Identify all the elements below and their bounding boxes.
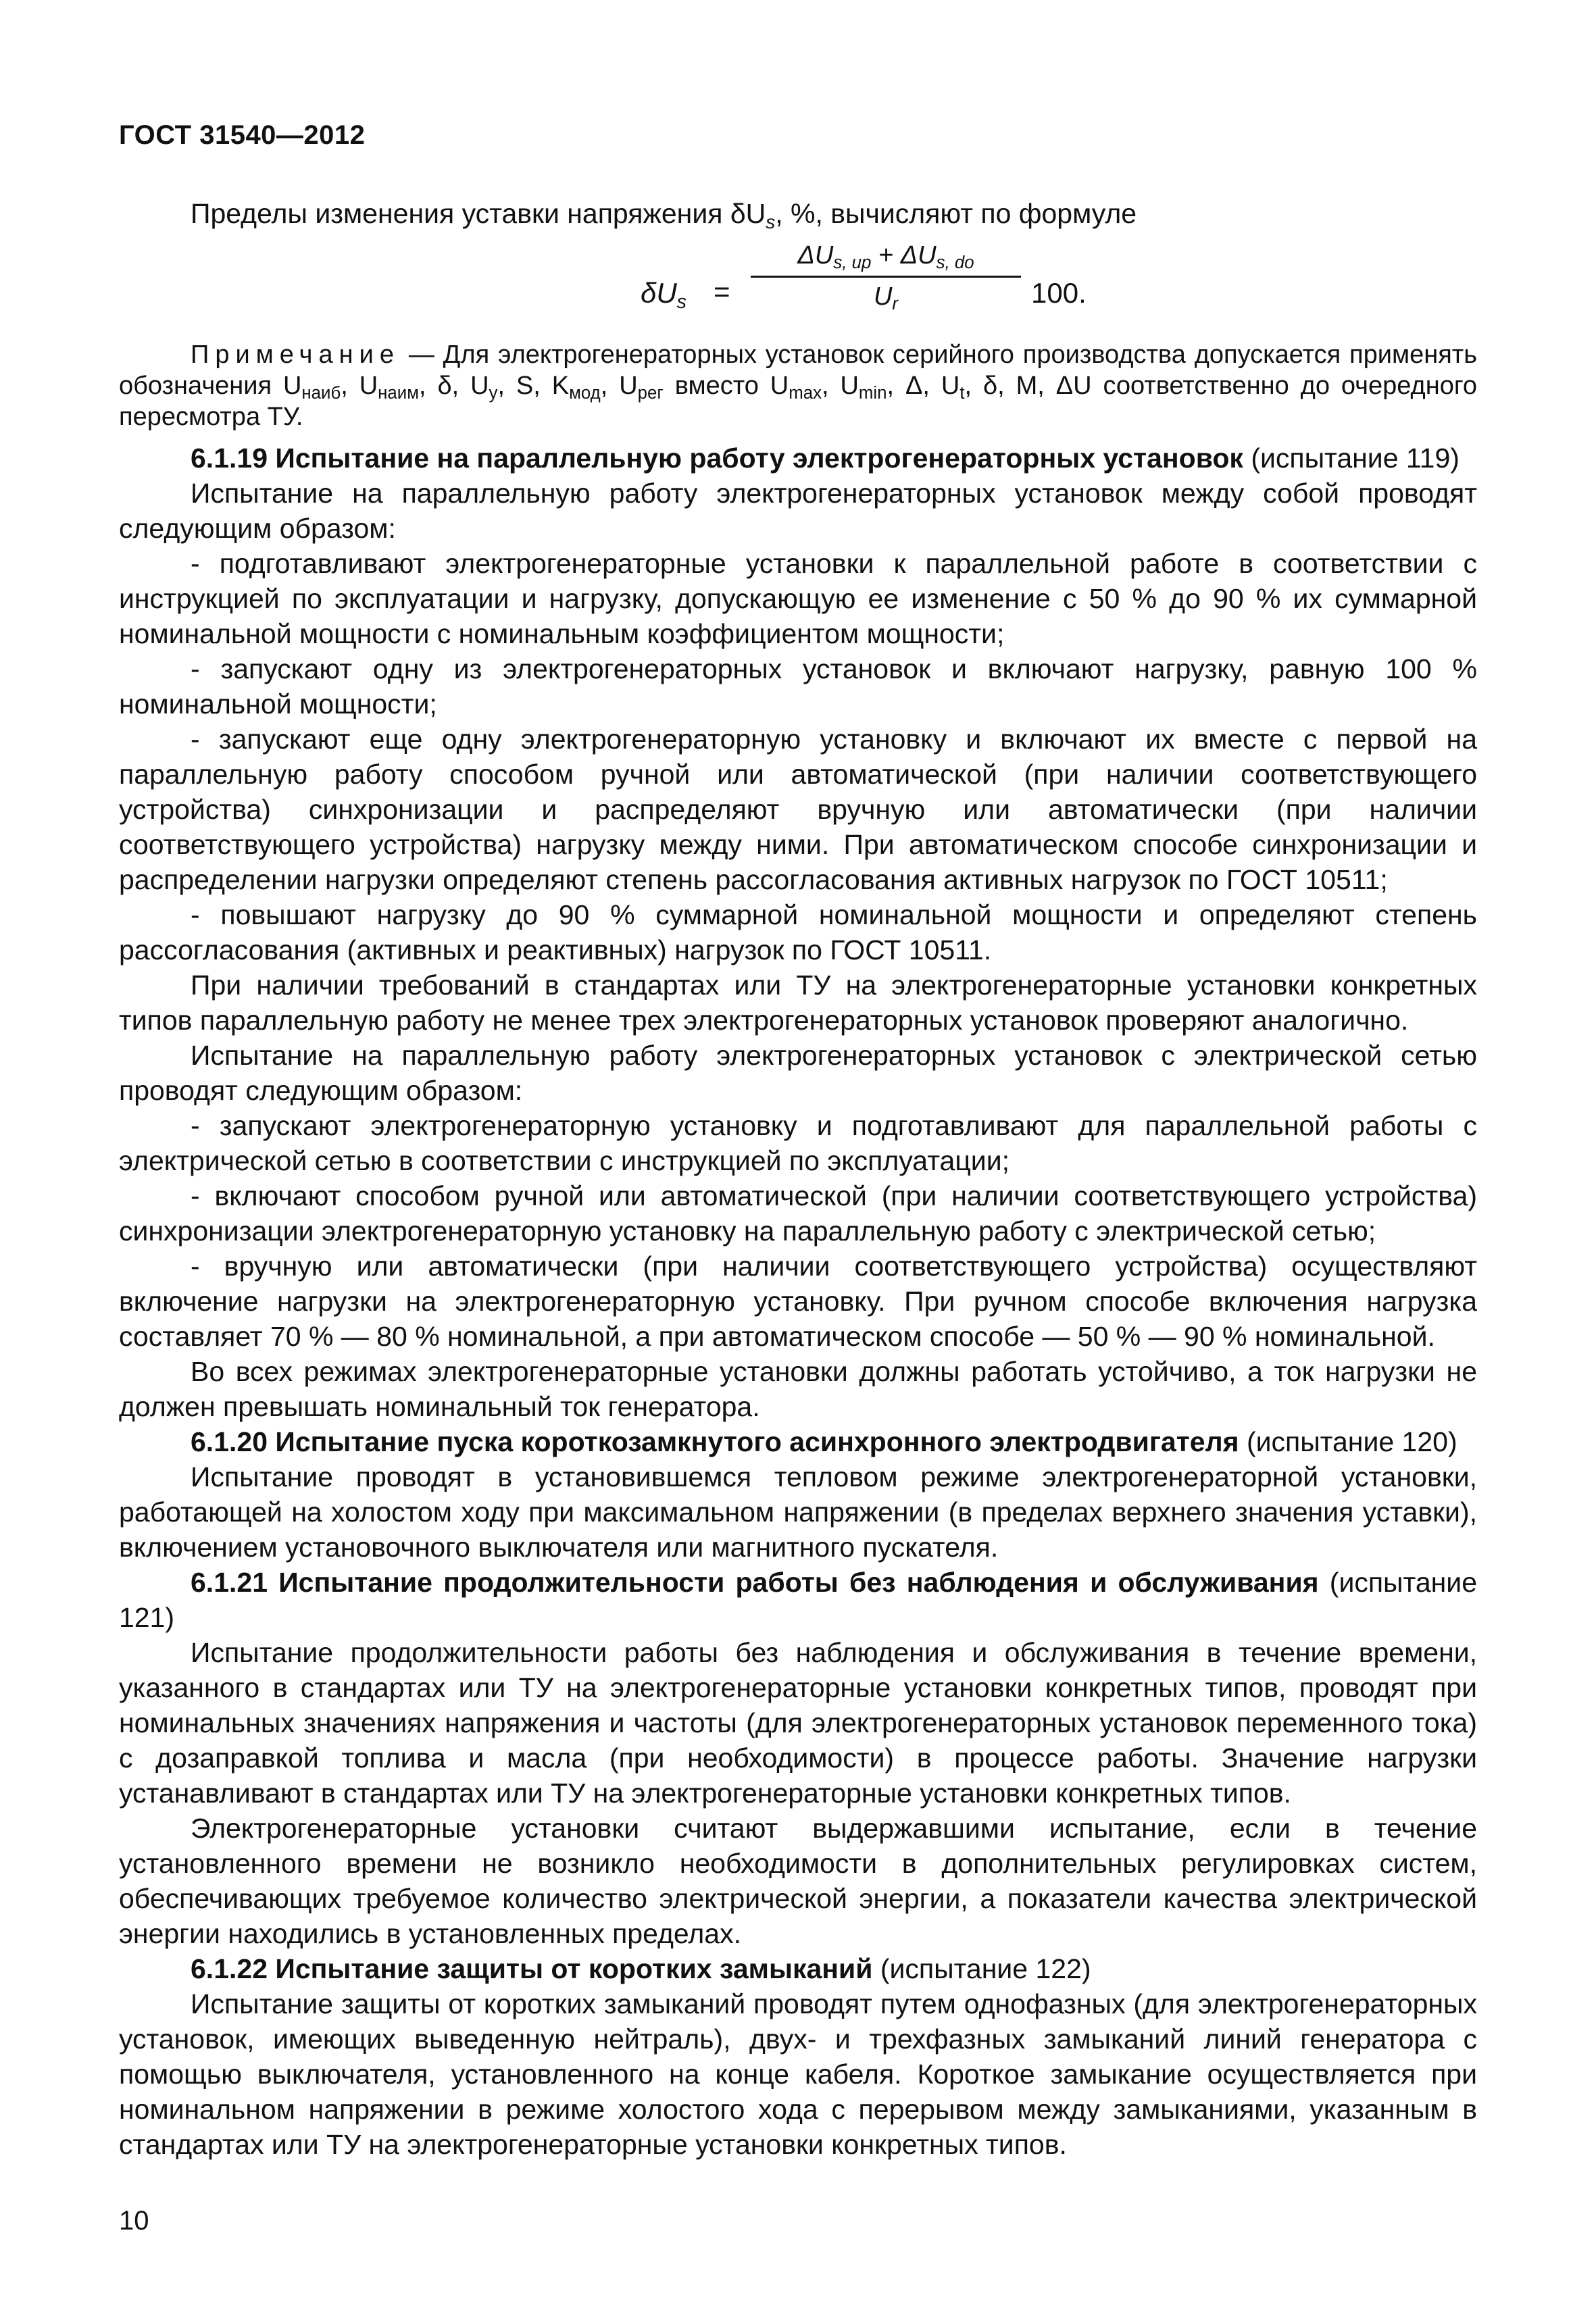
note-text: , U <box>600 372 638 400</box>
section-title: 6.1.21 Испытание продолжительности работы без наблюдения и обслуживания <box>191 1567 1319 1598</box>
denominator-symbol: U <box>873 282 893 311</box>
paragraph: Испытание на параллельную работу электрогенераторных установок между собой проводят следующим образом: <box>119 478 1477 544</box>
section-6-1-22-heading <box>119 1951 1477 1986</box>
section-title: 6.1.20 Испытание пуска короткозамкнутого асинхронного электродвигателя <box>191 1426 1239 1457</box>
paragraph: Испытание на параллельную работу электрогенераторных установок с электрической сетью проводят следующим образом: <box>119 1040 1477 1106</box>
note-sub: max <box>789 384 822 403</box>
formula-denominator <box>744 278 1028 316</box>
note-sub: t <box>959 384 965 403</box>
note-sub: наим <box>378 384 419 403</box>
note-text: — Для электрогенераторных установок серийного производства допускается применять обозначения U <box>119 341 1477 400</box>
list-item: - запускают одну из электрогенераторных установок и включают нагрузку, равную 100 % номинальной мощности; <box>119 653 1477 720</box>
section-6-1-20-heading <box>119 1424 1477 1459</box>
formula <box>119 235 1477 336</box>
page-number: 10 <box>119 2206 149 2236</box>
numerator-sub1: s, up <box>833 253 872 273</box>
list-item: - повышают нагрузку до 90 % суммарной номинальной мощности и определяют степень рассогласования (активных и реактивных) нагрузок по ГОСТ 10511. <box>119 899 1477 965</box>
note-text: , U <box>341 372 378 400</box>
formula-numerator <box>744 235 1028 276</box>
list-item: - подготавливают электрогенераторные установки к параллельной работе в соответствии с инструкцией по эксплуатации и нагрузку, допускающую ее изменение с 50 % до 90 % их суммарной номинальной мощности с номинальным коэффициентом мощности; <box>119 548 1477 649</box>
section-6-1-21-heading <box>119 1565 1477 1635</box>
section-6-1-19-heading <box>119 441 1477 476</box>
paragraph: При наличии требований в стандартах или ТУ на электрогенераторные установки конкретных типов параллельную работу не менее трех электрогенераторных установок проверяют аналогично. <box>119 970 1477 1036</box>
numerator-term1: ΔU <box>797 241 834 270</box>
note-label: Примечание <box>191 341 400 369</box>
section-test-number: (испытание 122) <box>872 1953 1091 1984</box>
section-test-number: (испытание 120) <box>1239 1426 1457 1457</box>
note-text: вместо U <box>663 372 789 400</box>
numerator-term2: + ΔU <box>871 241 937 270</box>
note-text: , S, K <box>497 372 570 400</box>
section-title: 6.1.19 Испытание на параллельную работу электрогенераторных установок <box>191 443 1243 474</box>
note-sub: рег <box>637 384 664 403</box>
list-item: - вручную или автоматически (при наличии соответствующего устройства) осуществляют включение нагрузки на электрогенераторную установку. При ручном способе включения нагрузка составляет 70 % — 80 % номинальной, а при автоматическом способе — 50 % — 90 % номинальной. <box>119 1251 1477 1352</box>
formula-multiplier: 100. <box>1031 277 1087 309</box>
formula-lhs-sub: s <box>676 291 687 313</box>
formula-intro-text: Пределы изменения уставки напряжения δU <box>191 198 766 229</box>
note-text: , U <box>822 372 859 400</box>
section-test-number: (испытание 121) <box>119 1567 1477 1633</box>
paragraph: Электрогенераторные установки считают выдержавшими испытание, если в течение установленного времени не возникло необходимости в дополнительных регулировках систем, обеспечивающих требуемое количество электрической энергии, а показатели качества электрической энергии находились в установленных пределах. <box>119 1813 1477 1949</box>
formula-fraction <box>744 235 1028 316</box>
paragraph: Испытание продолжительности работы без наблюдения и обслуживания в течение времени, указанного в стандартах или ТУ на электрогенераторные установки конкретных типов, проводят при номинальных значениях напряжения и частоты (для электрогенераторных установок переменного тока) с дозаправкой топлива и масла (при необходимости) в процессе работы. Значение нагрузки устанавливают в стандартах или ТУ на электрогенераторные установки конкретных типов. <box>119 1637 1477 1809</box>
note-sub: наиб <box>301 384 341 403</box>
list-item: - запускают еще одну электрогенераторную установку и включают их вместе с первой на параллельную работу способом ручной или автоматической (при наличии соответствующего устройства) синхронизации и распределяют вручную или автоматически (при наличии соответствующего устройства) нагрузку между ними. При автоматическом способе синхронизации и распределении нагрузки определяют степень рассогласования активных нагрузок по ГОСТ 10511; <box>119 724 1477 895</box>
formula-lhs-symbol: δU <box>641 277 677 309</box>
note <box>119 339 1477 432</box>
paragraph: Испытание защиты от коротких замыканий проводят путем однофазных (для электрогенераторных установок, имеющих выведенную нейтраль), двух- и трехфазных замыканий линий генератора с помощью выключателя, установленного на конце кабеля. Короткое замыкание осуществляется при номинальном напряжении в режиме холостого хода с перерывом между замыканиями, указанным в стандартах или ТУ на электрогенераторные установки конкретных типов. <box>119 1988 1477 2160</box>
paragraph: Испытание проводят в установившемся тепловом режиме электрогенераторной установки, работающей на холостом ходу при максимальном напряжении (в пределах верхнего значения уставки), включением установочного выключателя или магнитного пускателя. <box>119 1461 1477 1563</box>
note-sub: min <box>858 384 887 403</box>
note-sub: мод <box>569 384 601 403</box>
formula-intro-sub: s <box>766 211 776 232</box>
note-text: , δ, U <box>418 372 489 400</box>
section-test-number: (испытание 119) <box>1243 443 1460 474</box>
list-item: - включают способом ручной или автоматической (при наличии соответствующего устройства) синхронизации электрогенераторную установку на параллельную работу с электрической сетью; <box>119 1180 1477 1247</box>
list-item: - запускают электрогенераторную установку и подготавливают для параллельной работы с электрической сетью в соответствии с инструкцией по эксплуатации; <box>119 1110 1477 1176</box>
standard-header: ГОСТ 31540—2012 <box>119 120 366 150</box>
formula-intro <box>119 196 1477 231</box>
paragraph: Во всех режимах электрогенераторные установки должны работать устойчиво, а ток нагрузки не должен превышать номинальный ток генератора. <box>119 1356 1477 1422</box>
document-body <box>119 196 1477 2162</box>
section-title: 6.1.22 Испытание защиты от коротких замыканий <box>191 1953 873 1984</box>
note-text: , δ, M, ΔU соответственно до очередного пересмотра ТУ. <box>119 372 1477 431</box>
formula-intro-rest: , %, вычисляют по формуле <box>775 198 1137 229</box>
note-sub: у <box>489 384 498 403</box>
formula-equals: = <box>714 276 730 307</box>
numerator-sub2: s, do <box>936 253 974 273</box>
note-text: , Δ, U <box>887 372 960 400</box>
formula-lhs <box>641 276 687 311</box>
denominator-sub: r <box>892 295 899 314</box>
